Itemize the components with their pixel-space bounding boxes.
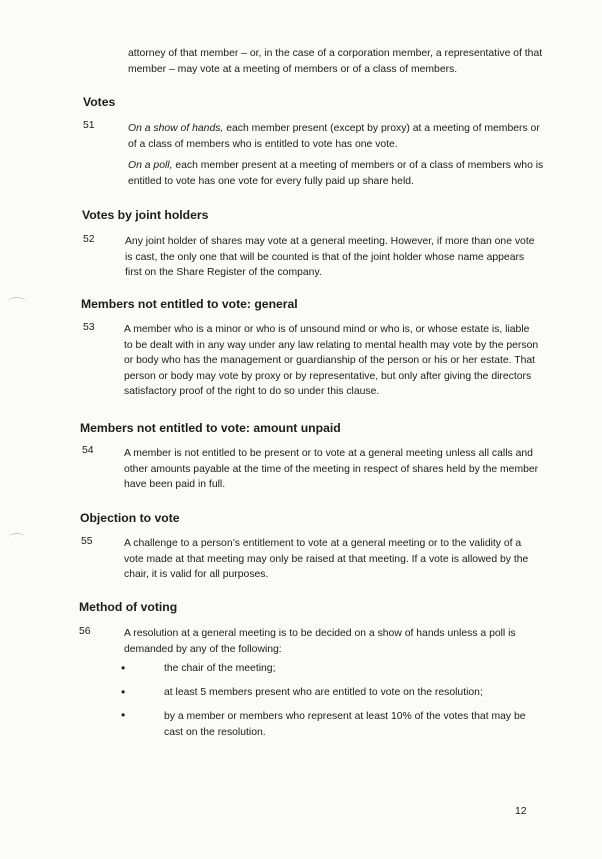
scan-artifact <box>8 297 26 307</box>
clause-number-55: 55 <box>81 536 93 547</box>
clause-56-paragraph: A resolution at a general meeting is to be decided on a show of hands unless a poll is demanded by any of the following: <box>124 628 516 655</box>
section-heading-not-entitled-general: Members not entitled to vote: general <box>81 297 298 311</box>
section-heading-objection: Objection to vote <box>80 511 180 525</box>
clause-51-paragraph-1: On a show of hands, each member present (except by proxy) at a meeting of members or of a class of members who is entitled to vote has one vote. <box>128 123 540 150</box>
clause-56-bullet-2: at least 5 members present who are entitled to vote on the resolution; <box>164 687 483 698</box>
clause-54-paragraph: A member is not entitled to be present or to vote at a general meeting unless all calls and other amounts payable at the time of the meeting in respect of shares held by the member have been paid in full. <box>124 448 539 490</box>
clause-number-53: 53 <box>83 322 95 333</box>
clause-55-paragraph: A challenge to a person’s entitlement to vote at a general meeting or to the validity of a vote made at that meeting may only be raised at that meeting. If a vote is allowed by the chair, it is valid for all purposes. <box>124 538 529 580</box>
clause-number-51: 51 <box>83 120 95 131</box>
clause-53-paragraph: A member who is a minor or who is of unsound mind or who is, or whose estate is, liable to be dealt with in any way under any law relating to mental health may vote by the person or body who has the management or guardianship of the person or his or her estate. That person or body may vote by proxy or by representative, but only after giving the directors satisfactory proof of the right to do so under this clause. <box>124 324 539 397</box>
bullet-marker: • <box>121 685 126 699</box>
clause-number-54: 54 <box>82 445 94 456</box>
clause-52-paragraph: Any joint holder of shares may vote at a general meeting. However, if more than one vote is cast, the only one that will be counted is that of the joint holder whose name appears first on the Share Register of the company. <box>125 236 535 278</box>
section-heading-joint-holders: Votes by joint holders <box>82 208 209 222</box>
intro-paragraph: attorney of that member – or, in the case of a corporation member, a representative of that member – may vote at a meeting of members or of a class of members. <box>128 48 543 75</box>
section-heading-votes: Votes <box>83 95 116 109</box>
bullet-marker: • <box>121 708 126 722</box>
section-heading-method: Method of voting <box>79 600 178 614</box>
clause-51-on-a-poll: On a poll, <box>128 160 173 171</box>
section-heading-not-entitled-unpaid: Members not entitled to vote: amount unpaid <box>80 421 341 435</box>
clause-51-show-of-hands: On a show of hands, <box>128 123 224 134</box>
clause-56-bullet-1: the chair of the meeting; <box>164 663 276 674</box>
clause-51-paragraph-2: On a poll, each member present at a meeting of members or of a class of members who is entitled to vote has one vote for every fully paid up share held. <box>128 160 544 187</box>
clause-number-52: 52 <box>83 234 95 245</box>
page-number: 12 <box>515 806 527 817</box>
scan-artifact <box>8 533 26 543</box>
clause-56-bullet-3: by a member or members who represent at least 10% of the votes that may be cast on the resolution. <box>164 711 526 738</box>
clause-number-56: 56 <box>79 626 91 637</box>
bullet-marker: • <box>121 661 126 675</box>
